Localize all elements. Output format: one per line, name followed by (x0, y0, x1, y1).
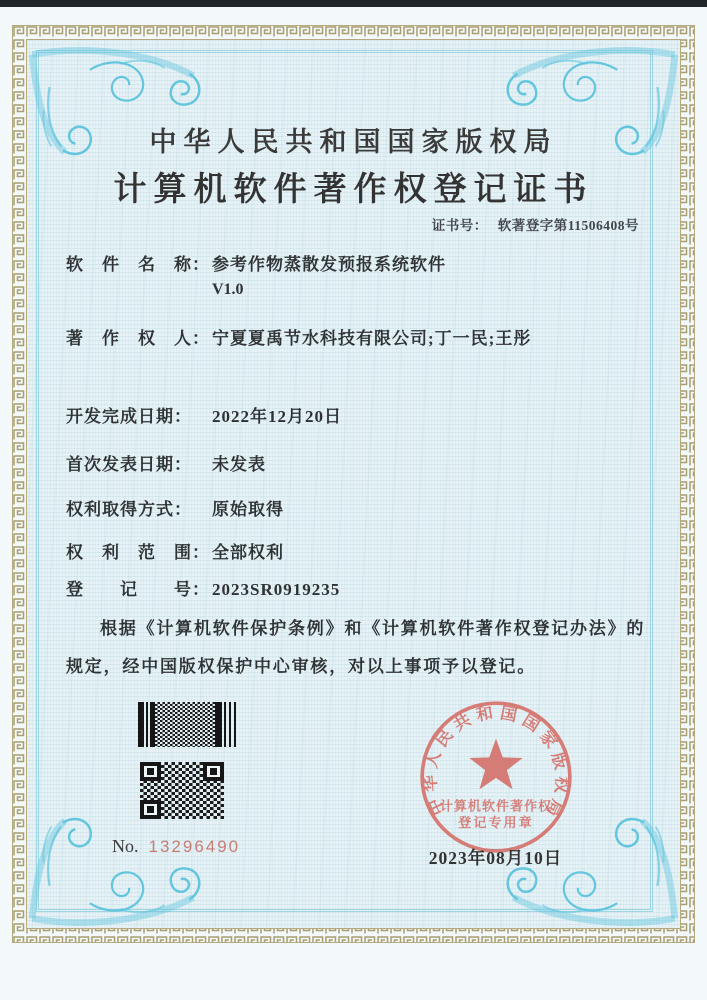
seal-caption-line-1: 计算机软件著作权 (439, 798, 553, 814)
barcode-start-bars (138, 702, 155, 747)
field-row-first-publish-date (66, 450, 266, 475)
field-row-rights-acquisition (66, 495, 284, 520)
barcode-data-region (155, 702, 215, 747)
field-row-registration-number (66, 575, 340, 600)
field-row-dev-complete-date (66, 402, 342, 427)
seal-caption-line-2: 登记专用章 (458, 814, 534, 830)
field-value: 2023SR0919235 (212, 580, 341, 599)
field-value: 原始取得 (212, 500, 284, 519)
field-label: 权 利 范 围： (66, 543, 210, 562)
field-label: 首次发表日期： (66, 455, 192, 474)
field-label: 登 记 号： (66, 580, 210, 599)
certificate-number-label: 证书号： (431, 218, 488, 233)
qr-finder-top-right (203, 762, 224, 781)
barcode-end-bars (215, 702, 240, 747)
official-seal (418, 699, 574, 855)
qr-code (140, 762, 224, 819)
field-value: 2022年12月20日 (212, 407, 342, 426)
field-label: 权利取得方式： (66, 500, 192, 519)
statement-line-1: 根据《计算机软件保护条例》和《计算机软件著作权登记办法》的 (100, 619, 646, 638)
corner-ornament-bottom-left (27, 815, 212, 930)
serial-number-line (112, 836, 240, 857)
serial-number: 13296490 (148, 837, 241, 856)
qr-finder-bottom-left (140, 800, 161, 819)
field-value: 参考作物蒸散发预报系统软件 (212, 255, 446, 274)
seal-ring-text: 中华人民共和国国家版权局 (420, 703, 572, 820)
field-row-rights-scope (66, 538, 284, 563)
field-label: 软 件 名 称： (66, 255, 210, 274)
issue-date: 2023年08月10日 (428, 848, 563, 868)
serial-label: No. (112, 836, 139, 856)
field-row-software-name (66, 250, 446, 275)
field-value: 未发表 (212, 455, 266, 474)
authority-name: 中华人民共和国国家版权局 (149, 127, 558, 157)
field-value: 全部权利 (212, 543, 284, 562)
scan-edge-band (0, 0, 707, 7)
certificate-title: 计算机软件著作权登记证书 (113, 172, 594, 208)
seal-star-icon (469, 739, 522, 790)
field-label: 开发完成日期： (66, 407, 192, 426)
field-value: 宁夏夏禹节水科技有限公司;丁一民;王彤 (212, 329, 532, 348)
software-version-line: V1.0 (212, 281, 244, 298)
barcode (138, 702, 240, 747)
certificate-number-line (432, 214, 639, 234)
field-row-copyright-holder (66, 324, 531, 349)
statement-line-2: 规定，经中国版权保护中心审核，对以上事项予以登记。 (66, 657, 536, 676)
field-label: 著 作 权 人： (66, 329, 210, 348)
qr-finder-top-left (140, 762, 161, 781)
certificate-page (0, 7, 707, 1000)
registration-statement (66, 610, 650, 686)
certificate-number-value: 软著登字第11506408号 (497, 218, 639, 233)
